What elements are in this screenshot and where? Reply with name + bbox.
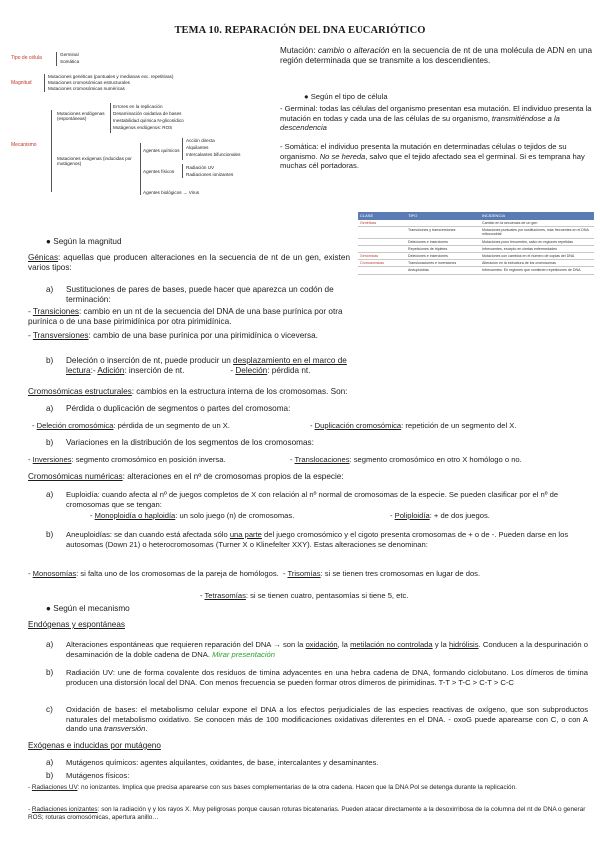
- list-marker: a): [46, 640, 54, 649]
- endogenas-node: Mutaciones endógenas (espontáneas): [57, 111, 105, 122]
- table-header: INCIDENCIA: [480, 212, 594, 220]
- list-marker: b): [46, 530, 54, 539]
- term-label: Poliploidía: [394, 511, 430, 520]
- table-cell: Genómicas: [358, 253, 406, 260]
- paragraph-text: Aneuploidías: se dan cuando está afectada sólo: [66, 530, 230, 539]
- page-title: TEMA 10. REPARACIÓN DEL DNA EUCARIÓTICO: [174, 25, 426, 36]
- table-row: [358, 245, 594, 252]
- table-cell: Alteración en la estructura de los cromosomas: [480, 260, 594, 267]
- list-marker: a): [46, 490, 54, 499]
- monosomias-item: - Monosomías: si falta uno de los cromosomas de la pareja de homólogos. - Trisomías: si se tienen tres cromosomas en lugar de dos.: [28, 569, 481, 578]
- paragraph-text: : son la radiación γ y los rayos X. Muy peligrosas porque causan roturas bicatenarias. Pueden atacar directamente a la desoxirribosa de la columna del nt de DNA o generar ROS; roturas cromosómicas, apertura anillo…: [28, 806, 586, 822]
- paragraph-text: - oxoG puede aparearse con C, o con A dando una: [66, 714, 589, 734]
- term-label: Deleción cromosómica: [36, 421, 114, 430]
- term-label: Tetrasomías: [204, 591, 246, 600]
- quimicos-node: Agentes químicos: [143, 148, 180, 153]
- table-header: TIPO: [406, 212, 480, 220]
- table-cell: [358, 267, 406, 274]
- table-cell: Mutaciones puntuales por sustituciones, más frecuentes en el DNA mitocondrial: [480, 227, 594, 238]
- table-cell: [406, 220, 480, 227]
- table-cell: [358, 245, 406, 252]
- term-label: Monoploidía o haploidía: [94, 511, 176, 520]
- list-item: Deleción o inserción de nt, puede producir un desplazamiento en el marco de lectura:- Adición: inserción de nt. - Deleción: pérdida nt.: [66, 356, 347, 376]
- term-label: Transiciones: [32, 307, 79, 316]
- endogenas-item: Mutágenos endógenos: ROS: [113, 125, 173, 130]
- estructurales-paragraph: [28, 387, 588, 397]
- paragraph-text: : aquellas que producen alteraciones en la secuencia de nt de un gen, existen varios tipos:: [28, 253, 350, 273]
- transversiones-item: - Transversiones: cambio de una base purínica por una pirimidínica o viceversa.: [28, 331, 318, 340]
- list-marker: b): [46, 771, 54, 780]
- term-label: Cromosómicas numéricas: [28, 472, 123, 481]
- def-part: o: [344, 46, 354, 55]
- list-item: Mutágenos físicos:: [66, 771, 130, 780]
- paragraph-text: : si falta uno de los cromosomas de la pareja de homólogos.: [76, 569, 279, 578]
- list-item: [66, 530, 588, 549]
- table-cell: Mutaciones poco frecuentes, salvo en regiones repetidas: [480, 238, 594, 245]
- quimicos-item: Acción directa: [186, 138, 215, 143]
- endogenas-item: Errores en la replicación: [113, 104, 163, 109]
- paragraph-text: Oxidación de bases: el metabolismo celular expone el DNA a los efectos perjudiciales de las especies reactivas de oxígeno, que son subproductos naturales del metabolismo oxidativo. Se conocen más de 100 modificaciones oxidativas diferentes en el DNA.: [66, 705, 588, 724]
- list-item: [66, 705, 588, 734]
- paragraph-text: , salvo que el tejido afectado sea el germinal. Si es temprana hay muchas cél portadoras.: [280, 151, 585, 171]
- def-part: alteración: [353, 46, 390, 55]
- list-item: Radiación UV: une de forma covalente dos residuos de timina adyacentes en una hebra cadena de DNA, formando ciclobutano. Los dímeros de timina producen una distorsión local del DNA. Con menos frecuencia se pueden formar otros dímeros de pirimidinas. T-T > T-C > C-T > C-C: [66, 668, 588, 687]
- duplicacion-crom-item: - Duplicación cromosómica: repetición de un segmento del X.: [310, 421, 517, 430]
- mutation-classes-table: [358, 212, 594, 275]
- fisicos-node: Agentes físicos: [143, 169, 175, 174]
- list-item: [66, 640, 588, 659]
- term-label: oxidación: [305, 640, 338, 649]
- list-item: Variaciones en la distribución de los segmentos de los cromosomas:: [66, 438, 314, 447]
- paragraph-text: : no ionizantes. Implica que precisa aparearse con sus bases complementarias de la otra cadena. Hacen que la DNA Pol se detenga durante la replicación.: [77, 784, 517, 791]
- term-label: metilación no controlada: [350, 640, 433, 649]
- paragraph-text: : repetición de un segmento del X.: [401, 421, 517, 430]
- paragraph-text: transversión: [104, 724, 146, 734]
- table-cell: Deleciones e inserciones: [406, 253, 480, 260]
- table-row: [358, 260, 594, 267]
- numericas-paragraph: [28, 472, 588, 482]
- list-item: Sustituciones de pares de bases, puede hacer que aparezca un codón de terminación:: [66, 285, 334, 305]
- germinal-paragraph: [280, 104, 592, 133]
- table-cell: Infrecuentes. En regiones que contienen repeticiones de DNA: [480, 267, 594, 274]
- paragraph-text: .: [145, 724, 148, 734]
- table-cell: Genéticas: [358, 220, 406, 227]
- translocaciones-item: - Translocaciones: segmento cromosómico en otro X homólogo o no.: [290, 455, 522, 464]
- monoploidia-item: - Monoploidía o haploidía: un solo juego (n) de cromosomas.: [90, 511, 295, 520]
- exogenas-node: Mutaciones exógenas (inducidas por mutágenos): [57, 156, 132, 167]
- table-row: [358, 253, 594, 260]
- table-cell: Cambio en la secuencia de un gen: [480, 220, 594, 227]
- tipo-celula-heading: [304, 92, 388, 102]
- quimicos-item: Intercalantes bifuncionales: [186, 152, 241, 157]
- table-cell: [358, 238, 406, 245]
- inversiones-item: - Inversiones: segmento cromosómico en posición inversa.: [28, 455, 226, 464]
- paragraph-text: transmitiéndose a la descendencia: [280, 113, 560, 133]
- table-row: [358, 227, 594, 238]
- term-label: desplazamiento en el marco de lectura: [66, 356, 347, 376]
- rad-uv-item: - Radiaciones UV: no ionizantes. Implica que precisa aparearse con sus bases complementarias de la otra cadena. Hacen que la DNA Pol se detenga durante la replicación.: [28, 784, 517, 791]
- endogenas-heading: Endógenas y espontáneas: [28, 620, 125, 629]
- paragraph-text: : segmento cromosómico en posición inversa.: [71, 455, 226, 464]
- term-label: Trisomías: [287, 569, 321, 578]
- paragraph-text: : si se tienen tres cromosomas en lugar de dos.: [320, 569, 481, 578]
- term-label: Translocaciones: [294, 455, 350, 464]
- table-cell: Transiciones y transversiones: [406, 227, 480, 238]
- genicas-paragraph: [28, 253, 350, 274]
- tetrasomias-item: - Tetrasomías: si se tienen cuatro, pentasomías si tiene 5, etc.: [200, 591, 409, 600]
- paragraph-text: . Conducen a la despurinación o desaminación de la doble cadena de DNA.: [66, 640, 588, 659]
- fisicos-item: Radiación UV: [186, 165, 215, 170]
- endogenas-item: Inestabilidad química N-glicosídico: [113, 118, 184, 123]
- list-marker: a): [46, 758, 54, 767]
- heading-text: Según el tipo de célula: [310, 92, 388, 101]
- term-label: Génicas: [28, 253, 59, 262]
- list-item: Mutágenos químicos: agentes alquilantes, oxidantes, de base, intercalantes y desaminantes.: [66, 758, 379, 767]
- table-row: [358, 220, 594, 227]
- note-text: Mirar presentación: [212, 649, 275, 659]
- cell-type-label: Tipo de célula: [11, 55, 42, 61]
- term-label: Monosomías: [32, 569, 77, 578]
- list-marker: a): [46, 285, 54, 294]
- term-label: Transversiones: [32, 331, 89, 340]
- bullet-icon: ●: [46, 604, 54, 613]
- germinal-node: Germinal: [60, 52, 79, 57]
- somatica-node: Somática: [60, 59, 80, 64]
- list-item: Pérdida o duplicación de segmentos o partes del cromosoma:: [66, 404, 291, 413]
- table-cell: Deleciones e inserciones: [406, 238, 480, 245]
- delecion-crom-item: - Deleción cromosómica: pérdida de un segmento de un X.: [32, 421, 230, 430]
- poliploidia-item: - Poliploidía: + de dos juegos.: [390, 511, 490, 520]
- magnitud-item: Mutaciones genéticas (puntuales y medianas exc. repetitivas): [48, 74, 174, 79]
- def-part: Mutación:: [280, 46, 318, 55]
- paragraph-text: : cambio de una base purínica por una pirimidínica o viceversa.: [88, 331, 318, 340]
- term-label: Radiaciones UV: [31, 784, 78, 791]
- table-header: CLASE: [358, 212, 406, 220]
- magnitud-label: Magnitud: [11, 80, 32, 86]
- paragraph-text: :-: [90, 366, 98, 376]
- term-label: una parte: [229, 530, 262, 539]
- paragraph-text: : si se tienen cuatro, pentasomías si tiene 5, etc.: [245, 591, 409, 600]
- paragraph-text: Deleción o inserción de nt, puede producir un: [66, 356, 234, 365]
- table-cell: Translocaciones e inversiones: [406, 260, 480, 267]
- magnitud-item: Mutaciones cromosómicas estructurales: [48, 80, 130, 85]
- exogenas-heading: Exógenas e inducidas por mutágeno: [28, 741, 161, 750]
- somatica-paragraph: [280, 142, 592, 171]
- fisicos-item: Radiaciones ionizantes: [186, 172, 234, 177]
- paragraph-text: : segmento cromosómico en otro X homólogo o no.: [349, 455, 522, 464]
- biologicos-node: Agentes biológicos → Virus: [143, 190, 200, 195]
- paragraph-text: y la: [432, 640, 449, 649]
- list-marker: c): [46, 705, 53, 714]
- rad-ion-item: - Radiaciones ionizantes: son la radiación γ y los rayos X. Muy peligrosas porque causan roturas bicatenarias. Pueden atacar directamente a la desoxirribosa de la columna del nt de DNA o generar ROS; roturas cromosómicas, apertura anillo…: [28, 806, 586, 822]
- def-part: en la secuencia de nt de una molécula de ADN en una región determinada que se transmite a los descendientes.: [280, 46, 592, 66]
- table-cell: Infrecuentes, excepto en ciertas enfermedades: [480, 245, 594, 252]
- paragraph-text: : un solo juego (n) de cromosomas.: [175, 511, 295, 520]
- bullet-icon: ●: [304, 92, 311, 101]
- paragraph-text: : inserción de nt.: [124, 366, 185, 376]
- endogenas-item: Desaminación oxidativa de bases: [113, 111, 182, 116]
- paragraph-text: No se hereda: [319, 151, 366, 161]
- mecanismo-label: Mecanismo: [11, 142, 37, 148]
- paragraph-text: : pérdida nt.: [267, 366, 311, 376]
- term-label: Adición: [97, 366, 125, 376]
- paragraph-text: : cambios en la estructura interna de los cromosomas. Son:: [131, 387, 348, 396]
- paragraph-text: , la: [337, 640, 351, 649]
- magnitud-item: Mutaciones cromosómicas numéricas: [48, 86, 125, 91]
- mutation-definition: [280, 46, 592, 67]
- magnitud-heading: [46, 237, 122, 247]
- def-part: cambio: [318, 46, 345, 55]
- paragraph-text: Alteraciones espontáneas que requieren reparación del DNA → son la: [66, 640, 306, 649]
- paragraph-text: - Germinal: todas las células del organismo presentan esa mutación. El individuo presenta la mutación en todas y cada una de las células de su organismo,: [280, 104, 592, 123]
- paragraph-text: : + de dos juegos.: [429, 511, 490, 520]
- transiciones-item: - Transiciones: cambio en un nt de la secuencia del DNA de una base purínica por otra purínica o de una base pirimidínica por otra pirimidínica.: [28, 307, 343, 327]
- term-label: Inversiones: [32, 455, 72, 464]
- table-cell: Cromosómicas: [358, 260, 406, 267]
- table-cell: [358, 227, 406, 238]
- bullet-icon: ●: [46, 237, 54, 246]
- table-cell: Repeticiones de tripletes: [406, 245, 480, 252]
- list-item: Euploidía: cuando afecta al nº de juegos completos de X con relación al nº normal de cromosomas de la especie. Se pueden clasificar por el nº de cromosomas que se tengan:: [66, 490, 559, 509]
- paragraph-text: : cambio en un nt de la secuencia del DNA de una base purínica por otra purínica o de una base pirimidínica por otra pirimidínica.: [28, 307, 343, 327]
- mecanismo-heading: [46, 604, 130, 614]
- list-marker: b): [46, 668, 54, 677]
- term-label: Deleción: [235, 366, 268, 376]
- term-label: Radiaciones ionizantes: [31, 806, 98, 813]
- list-marker: b): [46, 438, 54, 447]
- list-marker: a): [46, 404, 54, 413]
- heading-text: Según la magnitud: [53, 237, 122, 246]
- term-label: Cromosómicas estructurales: [28, 387, 132, 396]
- table-row: [358, 238, 594, 245]
- paragraph-text: : alteraciones en el nº de cromosomas propios de la especie:: [122, 472, 344, 481]
- table-cell: Aneuploidías: [406, 267, 480, 274]
- paragraph-text: - Somática: el individuo presenta la mutación en determinadas células o tejidos de su organismo.: [280, 142, 567, 161]
- paragraph-text: : pérdida de un segmento de un X.: [113, 421, 230, 430]
- paragraph-text: del juego cromosómico y el cigoto presenta cromosomas de + o de -. Pueden darse en los autosomas (Down 21) o heterocromosomas (Turner X o Klinefelter XXY). Estas alteraciones se denominan:: [66, 530, 569, 549]
- table-header-row: [358, 212, 594, 220]
- table-cell: Mutaciones con cambios en el número de copias del DNA: [480, 253, 594, 260]
- term-label: hidrólisis: [449, 640, 479, 649]
- table-row: [358, 267, 594, 274]
- term-label: Duplicación cromosómica: [314, 421, 402, 430]
- list-marker: b): [46, 356, 54, 365]
- quimicos-item: Alquilantes: [186, 145, 209, 150]
- heading-text: Según el mecanismo: [53, 604, 130, 613]
